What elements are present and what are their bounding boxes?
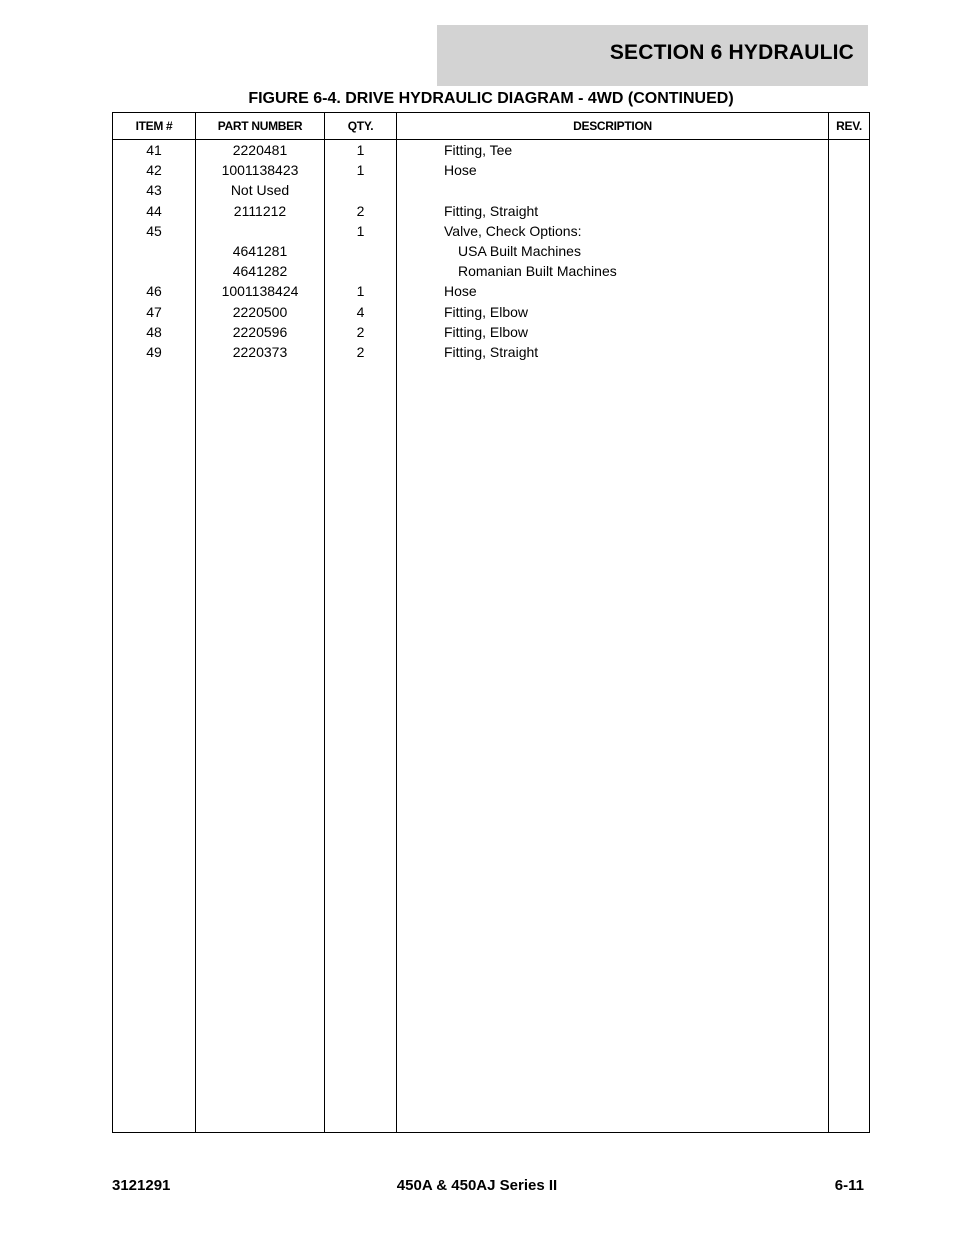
part-number-cell: 2220500: [232, 303, 288, 320]
part-number-cell: 2111212: [233, 202, 287, 219]
table-row: [113, 342, 869, 362]
item-cell: 46: [146, 283, 162, 300]
qty-cell: 1: [356, 283, 365, 300]
table-row: [113, 281, 869, 301]
description-cell: Hose: [444, 162, 477, 179]
part-number-cell: 2220481: [232, 142, 288, 158]
item-cell: 47: [146, 303, 162, 320]
footer-page-number: 6-11: [834, 1177, 864, 1194]
item-cell: 45: [146, 222, 162, 239]
column-header-description: DESCRIPTION: [573, 119, 652, 133]
item-cell: 48: [146, 323, 162, 340]
description-cell: Hose: [444, 283, 477, 300]
part-number-cell: Not Used: [230, 182, 290, 199]
qty-cell: 2: [356, 343, 365, 360]
parts-table: [112, 112, 870, 1133]
table-row: [113, 261, 869, 281]
qty-cell: [325, 261, 396, 281]
qty-cell: 1: [356, 222, 365, 239]
qty-cell: 2: [356, 323, 365, 340]
item-cell: [113, 241, 195, 261]
description-cell: Fitting, Straight: [444, 202, 539, 219]
table-row: [113, 322, 869, 342]
section-header-box: [437, 25, 868, 86]
part-number-cell: 4641282: [232, 263, 288, 280]
part-number-cell: 2220373: [232, 343, 288, 360]
description-cell: Romanian Built Machines: [458, 263, 617, 280]
column-header-item: ITEM #: [135, 119, 173, 133]
part-number-cell: [196, 221, 324, 241]
qty-cell: [325, 241, 396, 261]
item-cell: 41: [146, 142, 162, 158]
table-body: [113, 140, 869, 362]
column-header-qty: QTY.: [347, 119, 374, 133]
table-row: [113, 241, 869, 261]
item-cell: [113, 261, 195, 281]
column-header-part-number: PART NUMBER: [217, 119, 303, 133]
table-row: [113, 140, 869, 160]
qty-cell: [325, 180, 396, 200]
qty-cell: 1: [356, 162, 365, 179]
description-cell: Valve, Check Options:: [444, 222, 582, 239]
part-number-cell: 1001138423: [221, 162, 299, 179]
description-cell: Fitting, Elbow: [444, 323, 529, 340]
item-cell: 43: [146, 182, 162, 199]
qty-cell: 1: [356, 142, 365, 158]
description-cell: USA Built Machines: [458, 242, 581, 259]
table-row: [113, 201, 869, 221]
description-cell: Fitting, Straight: [444, 343, 539, 360]
item-cell: 42: [146, 162, 162, 179]
part-number-cell: 4641281: [232, 242, 288, 259]
footer-document-number: 3121291: [112, 1177, 171, 1194]
description-cell: Fitting, Tee: [444, 142, 513, 158]
section-title: SECTION 6 HYDRAULIC: [609, 41, 854, 64]
item-cell: 44: [146, 202, 162, 219]
table-row: [113, 302, 869, 322]
table-row: [113, 221, 869, 241]
footer-model: 450A & 450AJ Series II: [396, 1177, 558, 1194]
figure-title: FIGURE 6-4. DRIVE HYDRAULIC DIAGRAM - 4WD (CONTINUED): [248, 90, 734, 107]
item-cell: 49: [146, 343, 162, 360]
part-number-cell: 1001138424: [221, 283, 299, 300]
table-row: [113, 160, 869, 180]
part-number-cell: 2220596: [232, 323, 288, 340]
description-cell: Fitting, Elbow: [444, 303, 529, 320]
table-row: [113, 180, 869, 200]
qty-cell: 4: [356, 303, 365, 320]
qty-cell: 2: [356, 202, 365, 219]
column-header-rev: REV.: [836, 119, 862, 133]
